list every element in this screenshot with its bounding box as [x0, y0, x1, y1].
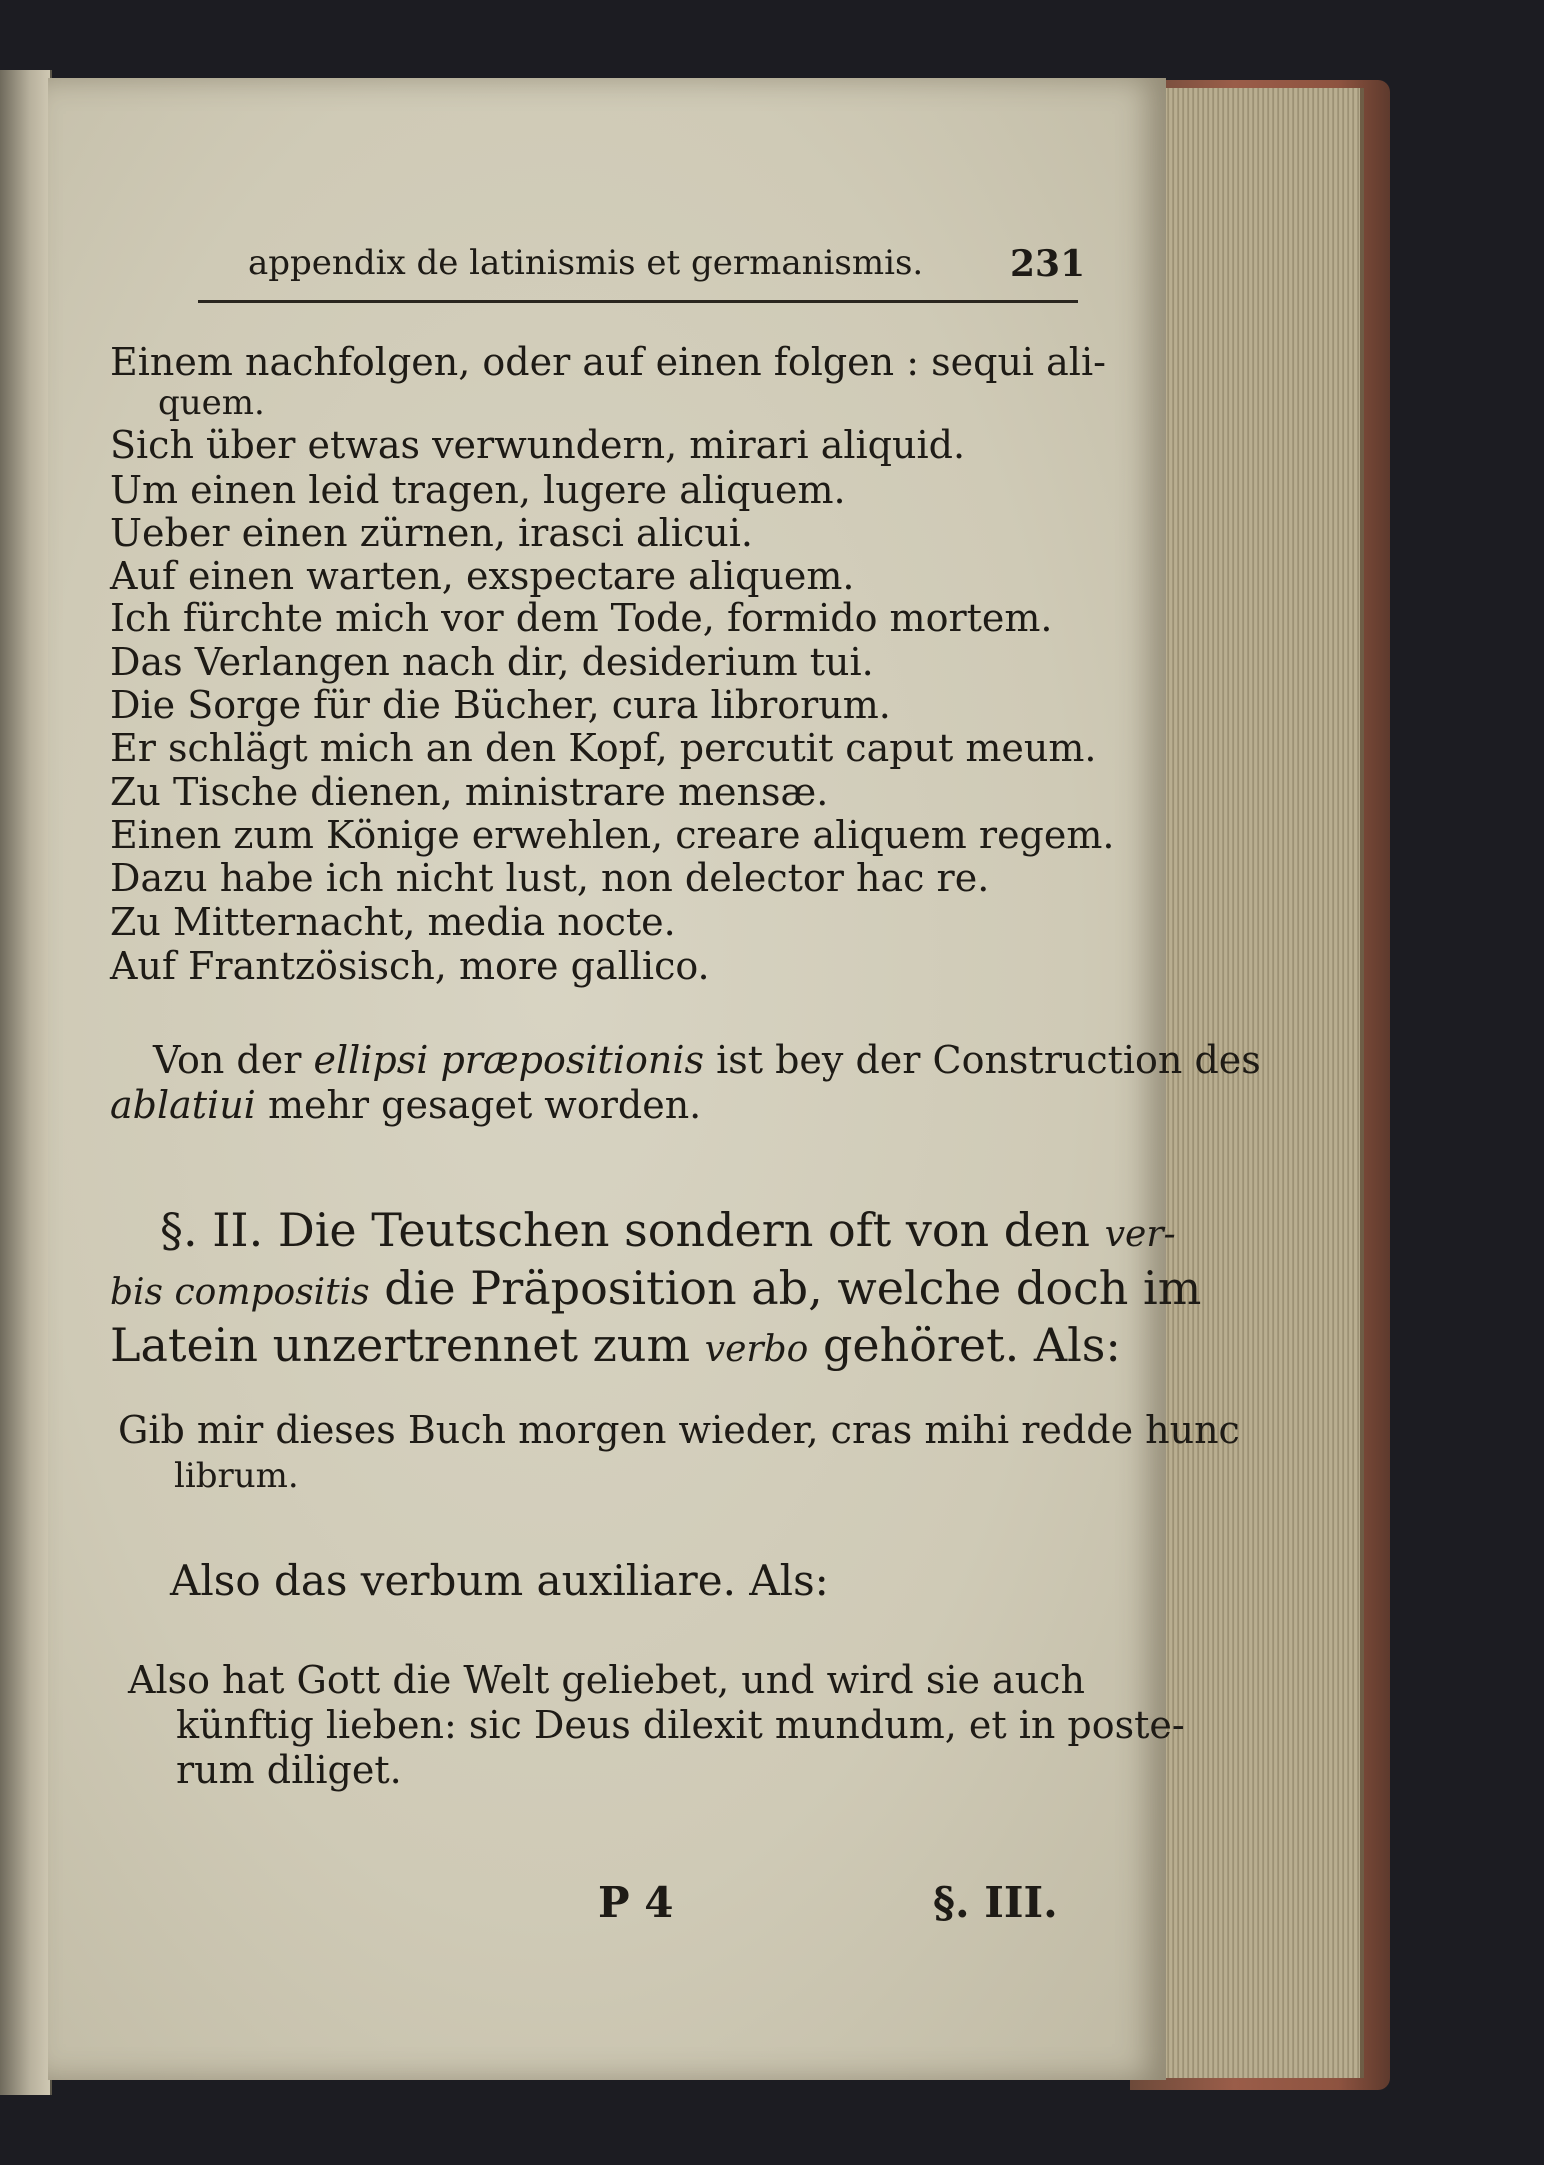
section-heading-line: [110, 1261, 1201, 1315]
example-line: [110, 683, 891, 727]
example-line: [110, 813, 1114, 857]
example-line: [110, 423, 965, 467]
running-header: appendix de latinismis et germanismis.: [248, 243, 924, 283]
example-latin: quem.: [158, 383, 265, 423]
example-latin: non delector hac re.: [601, 856, 990, 900]
note-text: mehr gesaget worden.: [267, 1083, 702, 1127]
section-text: gehöret. Als:: [822, 1318, 1121, 1372]
example-german: Dazu habe ich nicht lust,: [110, 856, 589, 900]
example-latin: cura librorum.: [611, 683, 891, 727]
right-page: [48, 78, 1261, 2080]
example-latin: lugere aliquem.: [543, 468, 846, 512]
example-latin: formido mortem.: [726, 596, 1053, 640]
page-edges: [1160, 88, 1364, 2078]
example-line: [110, 340, 1106, 384]
example-german: Auf einen warten,: [110, 554, 454, 598]
section-heading-line: [110, 1318, 1121, 1372]
example-german: Sich über etwas verwundern,: [110, 423, 678, 467]
example-latin: media nocte.: [427, 900, 676, 944]
example-line: künftig lieben: sic Deus dilexit mundum, et in poste-: [176, 1703, 1185, 1747]
example-german: Einen zum Könige erwehlen,: [110, 813, 664, 857]
section-italic: ver-: [1104, 1214, 1176, 1255]
note-text: Von der: [153, 1038, 302, 1082]
example-latin: mirari aliquid.: [689, 423, 966, 467]
example-german: Zu Tische dienen,: [110, 770, 453, 814]
section-text: Latein unzertrennet zum: [110, 1318, 691, 1372]
example-line: [110, 554, 855, 598]
example-line: [110, 596, 1052, 640]
example-german: Ueber einen zürnen,: [110, 511, 506, 555]
note-italic: ellipsi præpositionis: [313, 1038, 704, 1082]
example-latin: percutit caput meum.: [679, 726, 1097, 770]
example-latin: exspectare aliquem.: [465, 554, 855, 598]
example-latin: more gallico.: [458, 944, 710, 988]
note-line: [110, 1083, 701, 1127]
example-line: rum diliget.: [176, 1748, 402, 1792]
signature-mark: P 4: [598, 1878, 674, 1927]
example-german: Zu Mitternacht,: [110, 900, 416, 944]
example-line: [110, 900, 676, 944]
example-line: [110, 468, 846, 512]
example-german: Das Verlangen nach dir,: [110, 640, 570, 684]
example-german: Auf Frantzösisch,: [110, 944, 447, 988]
example-latin: sequi ali-: [931, 340, 1106, 384]
example-line: Also hat Gott die Welt geliebet, und wird sie auch: [128, 1658, 1085, 1702]
example-line: [110, 640, 874, 684]
section-italic: bis compositis: [110, 1272, 370, 1313]
example-line: Gib mir dieses Buch morgen wieder, cras mihi redde hunc: [118, 1408, 1240, 1452]
example-line: [110, 770, 828, 814]
example-german: Er schlägt mich an den Kopf,: [110, 726, 668, 770]
example-german: Um einen leid tragen,: [110, 468, 531, 512]
example-line: [110, 726, 1096, 770]
section-italic: verbo: [704, 1329, 809, 1370]
header-rule: [198, 300, 1078, 303]
note-text: ist bey der Construction des: [716, 1038, 1261, 1082]
example-line: [158, 383, 265, 423]
example-latin: ministrare mensæ.: [464, 770, 829, 814]
section-text: §. II. Die Teutschen sondern oft von den: [160, 1203, 1091, 1257]
catchword: §. III.: [933, 1878, 1058, 1927]
section-heading-line: [160, 1203, 1176, 1257]
subheading: Also das verbum auxiliare. Als:: [170, 1556, 829, 1605]
page-number: 231: [1010, 243, 1086, 285]
note-italic: ablatiui: [110, 1083, 256, 1127]
example-german: Ich fürchte mich vor dem Tode,: [110, 596, 715, 640]
example-german: Die Sorge für die Bücher,: [110, 683, 600, 727]
example-line: [110, 511, 753, 555]
example-latin: desiderium tui.: [581, 640, 874, 684]
example-line: librum.: [174, 1456, 299, 1496]
example-german: Einem nachfolgen, oder auf einen folgen :: [110, 340, 920, 384]
left-page-edge: [0, 70, 52, 2095]
example-line: [110, 944, 710, 988]
section-text: die Präposition ab, welche doch im: [384, 1261, 1202, 1315]
example-latin: irasci alicui.: [518, 511, 753, 555]
example-latin: creare aliquem regem.: [675, 813, 1115, 857]
note-line: [153, 1038, 1261, 1082]
example-line: [110, 856, 989, 900]
